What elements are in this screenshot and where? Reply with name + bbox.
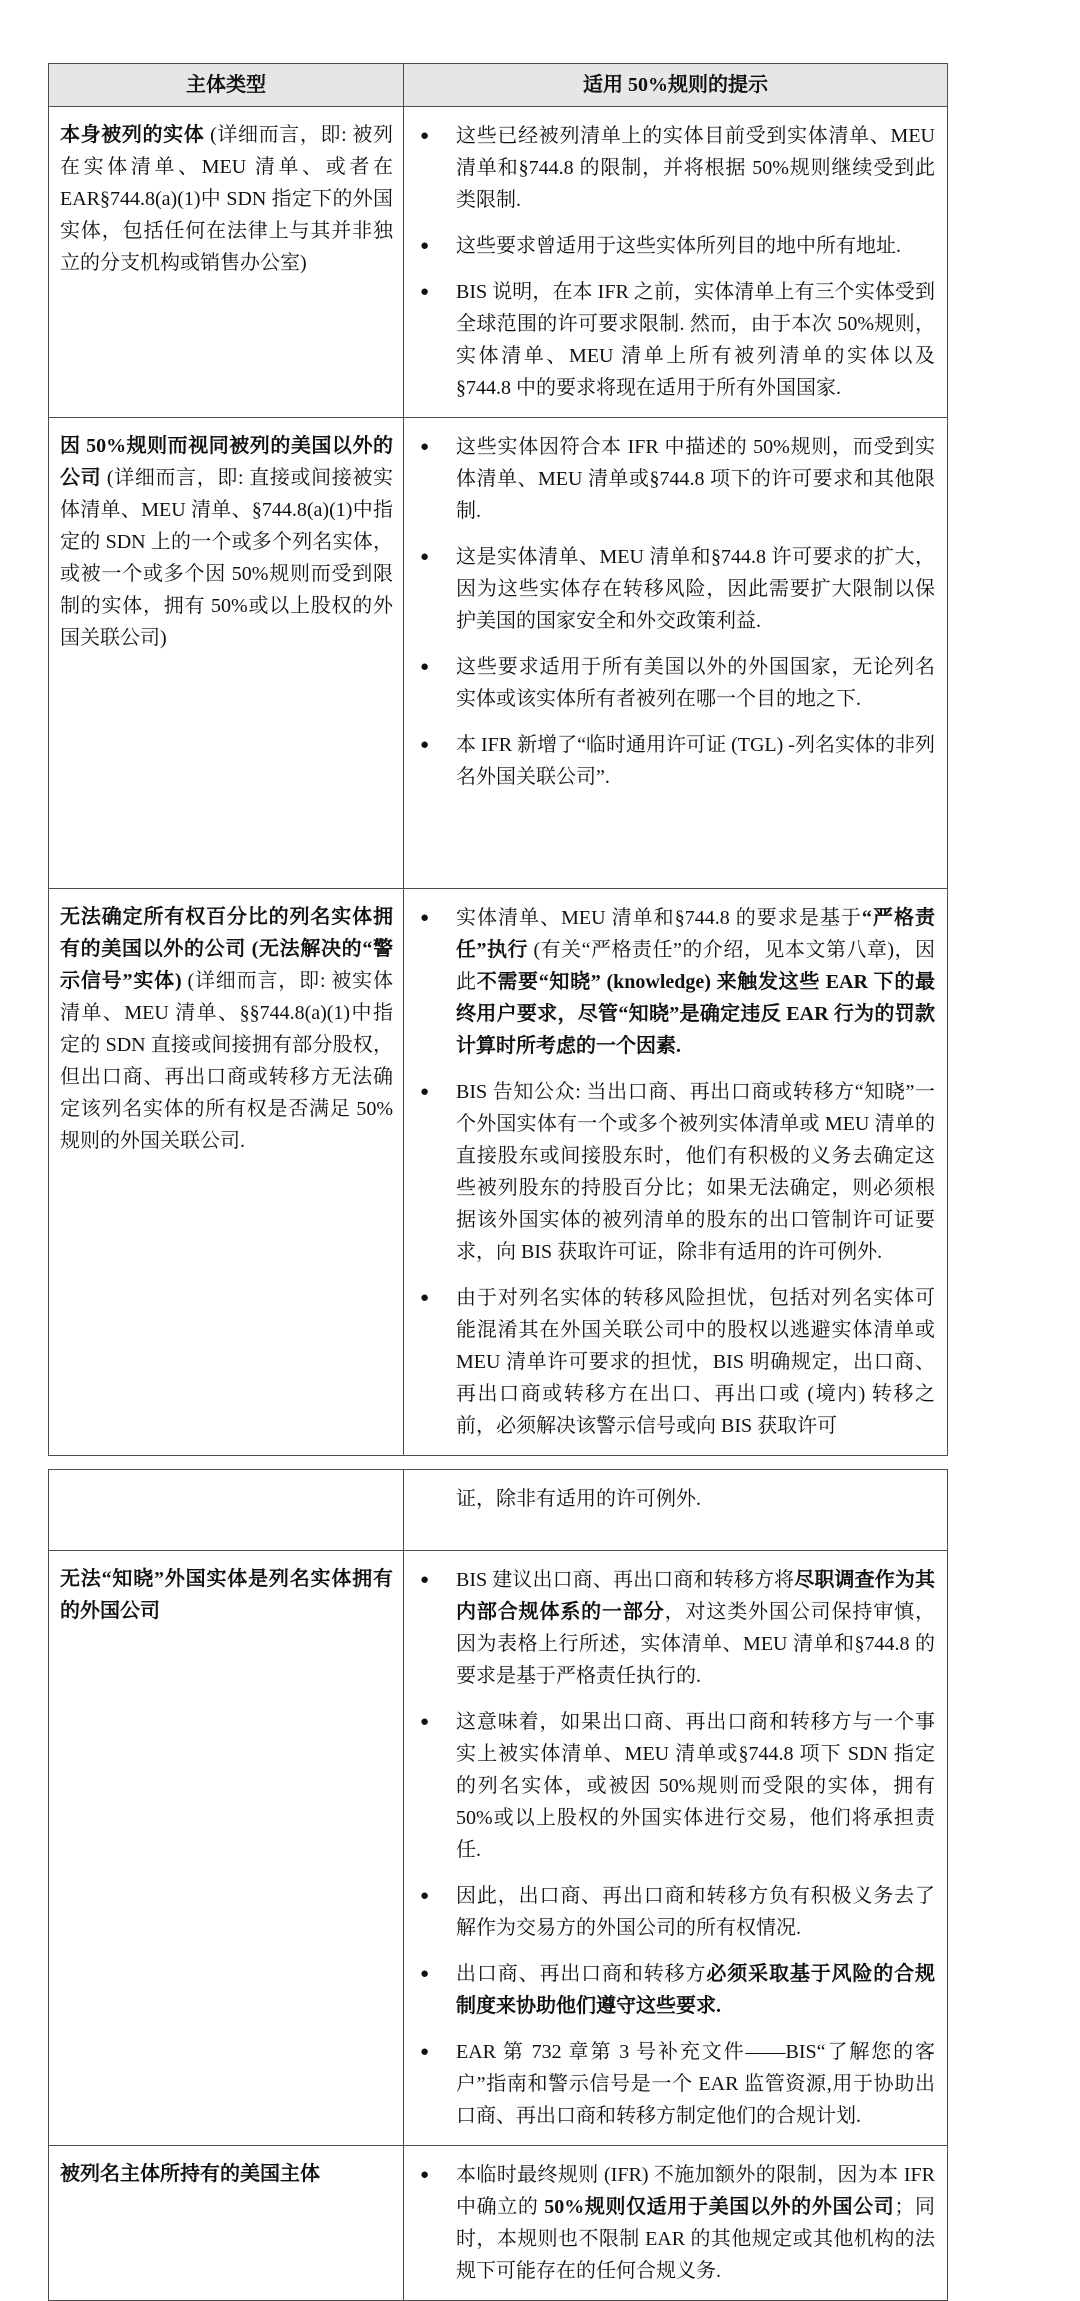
text-run: 这是实体清单、MEU 清单和§744.8 许可要求的扩大，因为这些实体存在转移风险，因此需要扩大限制以保护美国的国家安全和外交政策利益. [456,546,935,632]
text-run: 由于对列名实体的转移风险担忧，包括对列名实体可能混淆其在外国关联公司中的股权以逃避实体清单或 MEU 清单许可要求的担忧，BIS 明确规定，出口商、再出口商或转移方在出口、再出口或 (境内) 转移之前，必须解决该警示信号或向 BIS 获取许可 [456,1287,935,1437]
entity-type-text [60,1563,393,1627]
entity-table [48,63,948,2301]
entity-type-text [60,2158,393,2190]
list-item [404,431,935,527]
tips-cell [404,889,947,1455]
tips-cell [404,1551,947,2145]
tips-cell [404,418,947,888]
text-run: 因 50%规则而视同被列的美国以外的公司 [60,435,393,489]
list-item-text [456,651,935,715]
list-item [404,2159,935,2287]
header-entity-type-label: 主体类型 [186,74,266,96]
text-run: 尽职调查作为其内部合规体系的一部分 [456,1569,936,1623]
table-part-1 [48,63,948,1456]
list-item [404,1706,935,1866]
bullet-icon: ● [420,439,430,455]
bullet-icon: ● [420,1572,430,1588]
list-item [404,1483,935,1515]
list-item-text [456,2159,935,2287]
table-part-2 [48,1469,948,2301]
text-run: 这些要求曾适用于这些实体所列目的地中所有地址. [456,235,901,257]
bullet-icon: ● [420,549,430,565]
list-item-text [456,276,935,404]
header-tips-label: 适用 50%规则的提示 [583,74,768,96]
list-item [404,902,935,1062]
table-row [49,106,947,417]
text-run: (详细而言，即: 被实体清单、MEU 清单、§§744.8(a)(1)中指定的 SDN 直接或间接拥有部分股权，但出口商、再出口商或转移方无法确定该列名实体的所有权是否满足 50%规则的外国关联公司. [60,970,394,1152]
text-run: BIS 说明，在本 IFR 之前，实体清单上有三个实体受到全球范围的许可要求限制. 然而，由于本次 50%规则，实体清单、MEU 清单上所有被列清单的实体以及§744.8 中的要求将现在适用于所有外国国家. [456,281,935,399]
list-item [404,729,935,793]
list-item-text [456,1564,935,1692]
bullet-icon: ● [420,1084,430,1100]
text-run: BIS 建议出口商、再出口商和转移方将 [456,1569,795,1591]
bullet-icon: ● [420,284,430,300]
entity-type-cell [49,889,404,1455]
tips-cell [404,1470,947,1550]
entity-type-cell [49,1470,404,1550]
text-run: 不需要“知晓” (knowledge) 来触发这些 EAR 下的最终用户要求，尽管“知晓”是确定违反 EAR 行为的罚款计算时所考虑的一个因素. [456,971,936,1057]
text-run: 被列名主体所持有的美国主体 [60,2163,320,2185]
list-item [404,1282,935,1442]
bullet-spacer [404,1483,456,1515]
bullet-icon: ● [420,737,430,753]
text-run: 这些实体因符合本 IFR 中描述的 50%规则，而受到实体清单、MEU 清单或§744.8 项下的许可要求和其他限制. [456,436,935,522]
list-item-text [456,729,935,793]
bullet-icon: ● [420,238,430,254]
text-run: 无法确定所有权百分比的列名实体拥有的美国以外的公司 (无法解决的“警示信号”实体) [60,906,393,992]
entity-type-text [60,901,393,1157]
bullet-icon: ● [420,2044,430,2060]
text-run: 必须采取基于风险的合规制度来协助他们遵守这些要求. [456,1963,936,2017]
text-run: ；同时，本规则也不限制 EAR 的其他规定或其他机构的法规下可能存在的任何合规义务. [456,2196,936,2282]
bullet-icon: ● [420,1888,430,1904]
list-item-text [456,541,935,637]
list-item-text [456,1076,935,1268]
text-run: 这些要求适用于所有美国以外的外国国家，无论列名实体或该实体所有者被列在哪一个目的地之下. [456,656,935,710]
table-header-row [49,64,947,106]
text-run: EAR 第 732 章第 3 号补充文件——BIS“了解您的客户”指南和警示信号是一个 EAR 监管资源,用于协助出口商、再出口商和转移方制定他们的合规计划. [456,2041,935,2127]
entity-type-text [60,430,393,654]
list-item [404,651,935,715]
text-run: 实体清单、MEU 清单和§744.8 的要求是基于 [456,907,862,929]
tips-cell [404,2146,947,2300]
bullet-icon: ● [420,2167,430,2183]
tips-cell [404,107,947,417]
text-run: 本 IFR 新增了“临时通用许可证 (TGL) -列名实体的非列名外国关联公司”. [456,734,935,788]
text-run: (详细而言，即: 直接或间接被实体清单、MEU 清单、§744.8(a)(1)中指定的 SDN 上的一个或多个列名实体，或被一个或多个因 50%规则而受到限制的实体，拥有 50%或以上股权的外国关联公司) [60,467,394,649]
list-item [404,120,935,216]
bullet-icon: ● [420,659,430,675]
text-run: 这意味着，如果出口商、再出口商和转移方与一个事实上被实体清单、MEU 清单或§744.8 项下 SDN 指定的列名实体，或被因 50%规则而受限的实体，拥有 50%或以上股权的外国实体进行交易，他们将承担责任. [456,1711,935,1861]
bullet-icon: ● [420,1966,430,1982]
list-item-text [456,1958,935,2022]
list-item-text [456,2036,935,2132]
text-run: (有关“严格责任”的介绍，见本文第八章)，因此 [456,939,936,993]
bullet-icon: ● [420,1714,430,1730]
entity-type-cell [49,418,404,888]
bullet-icon: ● [420,1290,430,1306]
list-item-text [456,431,935,527]
list-item-text [456,1483,935,1515]
table-row [49,417,947,888]
text-run: BIS 告知公众: 当出口商、再出口商或转移方“知晓”一个外国实体有一个或多个被列实体清单或 MEU 清单的直接股东或间接股东时，他们有积极的义务去确定这些被列股东的持股百分比；如果无法确定，则必须根据该外国实体的被列清单的股东的出口管制许可证要求，向 BIS 获取许可证，除非有适用的许可例外. [456,1081,935,1263]
header-entity-type [49,64,404,106]
list-item [404,2036,935,2132]
bullet-icon: ● [420,128,430,144]
list-item-text [456,1706,935,1866]
list-item-text [456,1282,935,1442]
text-run: 本临时最终规则 (IFR) 不施加额外的限制，因为本 IFR 中确立的 [456,2164,935,2218]
text-run: 本身被列的实体 [60,124,205,146]
list-item [404,541,935,637]
list-item-text [456,230,935,262]
list-item [404,276,935,404]
text-run: 50%规则仅适用于美国以外的外国公司 [544,2196,895,2218]
entity-type-cell [49,107,404,417]
entity-type-text [60,119,393,279]
list-item-text [456,1880,935,1944]
page-break-gap [48,1456,948,1469]
table-row [49,1470,947,1550]
table-row [49,888,947,1455]
list-item [404,1076,935,1268]
list-item-text [456,902,935,1062]
text-run: 这些已经被列清单上的实体目前受到实体清单、MEU 清单和§744.8 的限制，并将根据 50%规则继续受到此类限制. [456,125,935,211]
entity-type-cell [49,1551,404,2145]
text-run: “严格责任”执行 [456,907,935,961]
list-item [404,1958,935,2022]
text-run: (详细而言，即: 被列在实体清单、MEU 清单、或者在EAR§744.8(a)(1)中 SDN 指定下的外国实体，包括任何在法律上与其并非独立的分支机构或销售办公室) [60,124,394,274]
list-item [404,230,935,262]
header-tips [404,64,947,106]
text-run: 无法“知晓”外国实体是列名实体拥有的外国公司 [60,1568,393,1622]
text-run: 因此，出口商、再出口商和转移方负有积极义务去了解作为交易方的外国公司的所有权情况. [456,1885,935,1939]
table-row [49,2145,947,2300]
entity-type-cell [49,2146,404,2300]
text-run: ，对这类外国公司保持审慎，因为表格上行所述，实体清单、MEU 清单和§744.8 的要求是基于严格责任执行的. [456,1601,936,1687]
bullet-icon: ● [420,910,430,926]
list-item-text [456,120,935,216]
table-row [49,1550,947,2145]
list-item [404,1564,935,1692]
text-run: 出口商、再出口商和转移方 [456,1963,707,1985]
text-run: 证，除非有适用的许可例外. [456,1488,701,1510]
list-item [404,1880,935,1944]
